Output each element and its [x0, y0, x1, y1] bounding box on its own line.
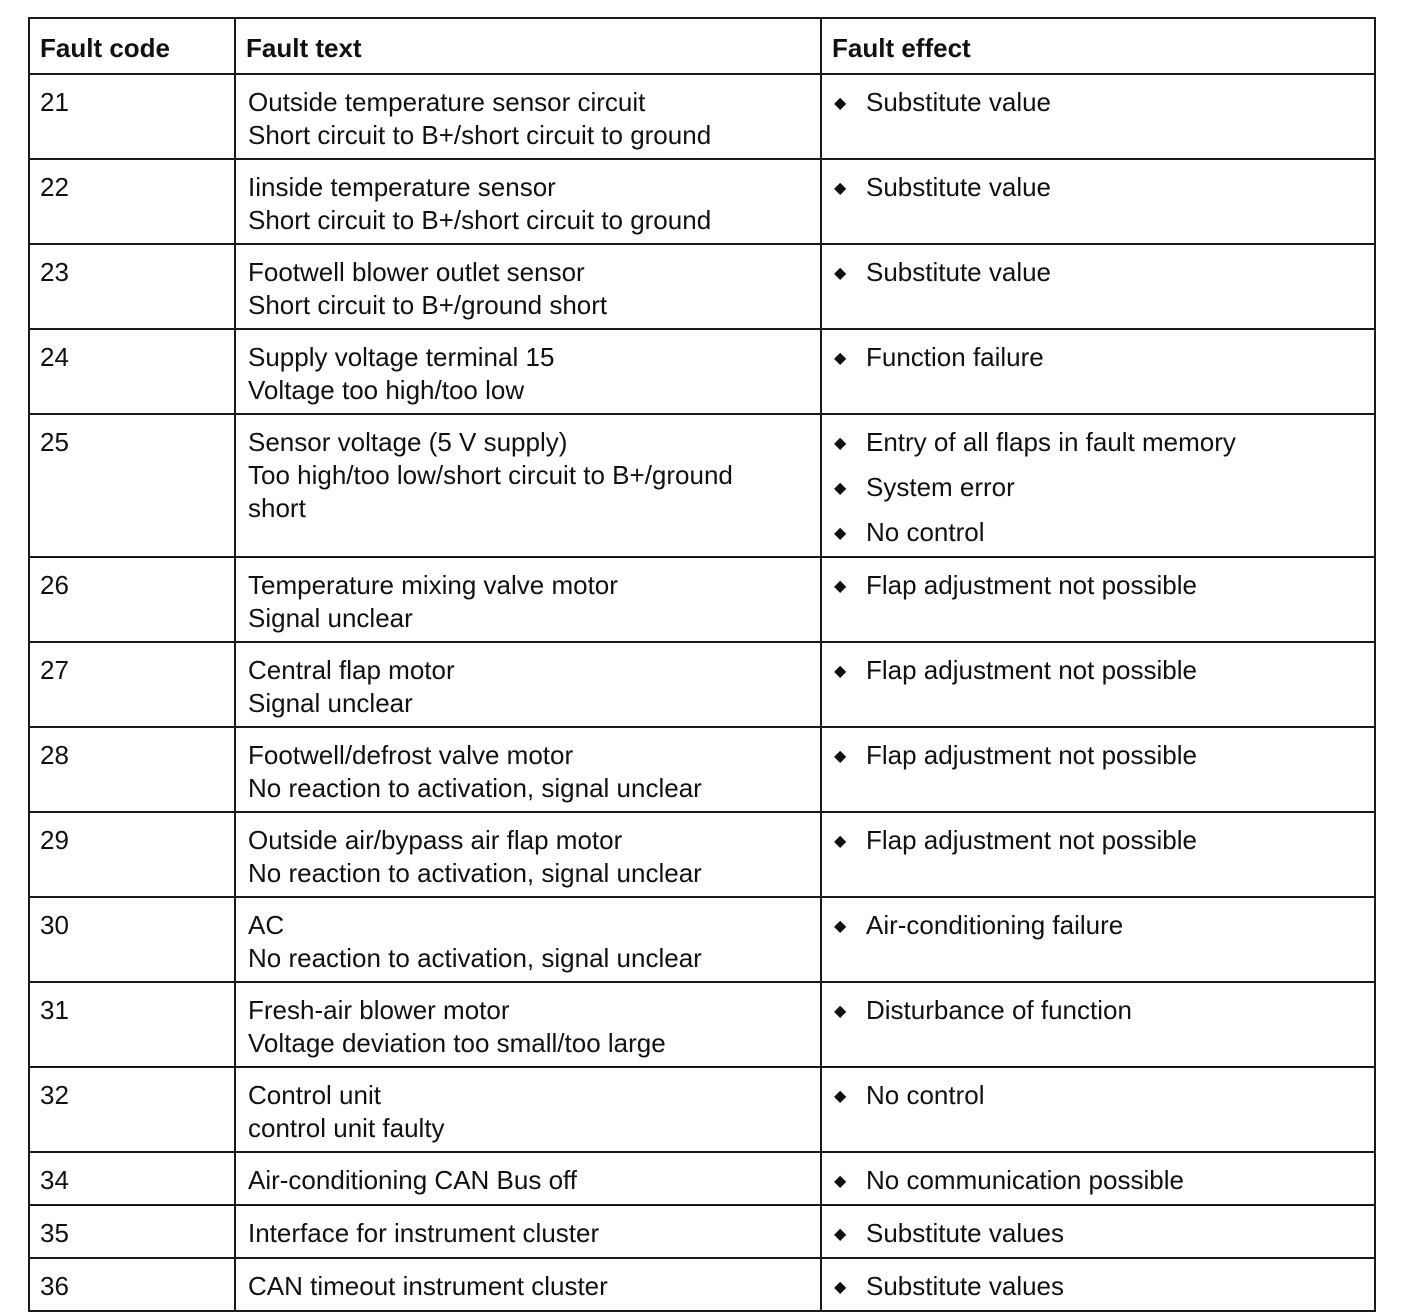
fault-effect-item	[834, 471, 1362, 505]
fault-text-line: Footwell/defrost valve motor	[248, 740, 574, 770]
fault-text-line: Short circuit to B+/short circuit to ground	[248, 120, 712, 150]
fault-text-line: Voltage deviation too small/too large	[248, 1028, 666, 1058]
fault-text-cell	[235, 642, 821, 727]
fault-code-cell: 21	[29, 74, 235, 159]
fault-effect-text: Air-conditioning failure	[866, 910, 1124, 940]
diamond-bullet-icon: ◆	[834, 748, 847, 765]
fault-effect-cell	[821, 812, 1375, 897]
fault-text-cell	[235, 329, 821, 414]
fault-effect-item	[834, 824, 1362, 858]
table-row	[29, 897, 1375, 982]
table-row	[29, 244, 1375, 329]
fault-code-cell: 23	[29, 244, 235, 329]
fault-effect-item	[834, 909, 1362, 943]
fault-text-cell	[235, 1067, 821, 1152]
fault-effect-text: Substitute values	[866, 1218, 1065, 1248]
diamond-bullet-icon: ◆	[834, 1279, 847, 1296]
fault-code-cell: 31	[29, 982, 235, 1067]
table-row	[29, 329, 1375, 414]
fault-effect-text: System error	[866, 472, 1015, 502]
fault-text-line: Too high/too low/short circuit to B+/ground	[248, 460, 733, 490]
fault-effect-cell	[821, 897, 1375, 982]
fault-text-line: No reaction to activation, signal unclear	[248, 773, 702, 803]
fault-code-table	[28, 17, 1376, 1312]
fault-effect-text: Substitute values	[866, 1271, 1065, 1301]
diamond-bullet-icon: ◆	[834, 435, 847, 452]
fault-effect-item	[834, 994, 1362, 1028]
fault-code-cell: 32	[29, 1067, 235, 1152]
table-row	[29, 727, 1375, 812]
fault-effect-cell	[821, 557, 1375, 642]
diamond-bullet-icon: ◆	[834, 578, 847, 595]
table-row	[29, 1258, 1375, 1311]
fault-effect-text: Substitute value	[866, 172, 1052, 202]
table-body	[29, 74, 1375, 1311]
table-row	[29, 1067, 1375, 1152]
table-row	[29, 1205, 1375, 1258]
fault-text-cell	[235, 812, 821, 897]
diamond-bullet-icon: ◆	[834, 833, 847, 850]
fault-text-line: Footwell blower outlet sensor	[248, 257, 585, 287]
fault-code-cell: 22	[29, 159, 235, 244]
fault-effect-cell	[821, 1258, 1375, 1311]
fault-text-cell	[235, 414, 821, 557]
fault-code-cell: 35	[29, 1205, 235, 1258]
table-row	[29, 414, 1375, 557]
fault-text-line: No reaction to activation, signal unclear	[248, 943, 702, 973]
header-fault-effect: Fault effect	[821, 18, 1375, 74]
table-row	[29, 642, 1375, 727]
fault-code-cell: 34	[29, 1152, 235, 1205]
fault-text-line: Temperature mixing valve motor	[248, 570, 618, 600]
fault-text-line: Short circuit to B+/short circuit to ground	[248, 205, 712, 235]
fault-text-line: CAN timeout instrument cluster	[248, 1271, 608, 1301]
fault-text-line: Signal unclear	[248, 603, 413, 633]
diamond-bullet-icon: ◆	[834, 265, 847, 282]
fault-text-line: Central flap motor	[248, 655, 455, 685]
fault-effect-cell	[821, 982, 1375, 1067]
fault-effect-cell	[821, 642, 1375, 727]
fault-text-line: Supply voltage terminal 15	[248, 342, 555, 372]
fault-text-line: Outside air/bypass air flap motor	[248, 825, 623, 855]
diamond-bullet-icon: ◆	[834, 180, 847, 197]
diamond-bullet-icon: ◆	[834, 480, 847, 497]
fault-effect-text: Function failure	[866, 342, 1044, 372]
fault-text-line: Short circuit to B+/ground short	[248, 290, 608, 320]
fault-effect-text: No communication possible	[866, 1165, 1184, 1195]
fault-effect-item	[834, 256, 1362, 290]
table-row	[29, 557, 1375, 642]
fault-effect-item	[834, 654, 1362, 688]
fault-text-cell	[235, 982, 821, 1067]
fault-effect-text: Substitute value	[866, 257, 1052, 287]
fault-code-cell: 24	[29, 329, 235, 414]
fault-effect-cell	[821, 329, 1375, 414]
fault-text-cell	[235, 244, 821, 329]
fault-text-line: Control unit	[248, 1080, 381, 1110]
fault-effect-item	[834, 569, 1362, 603]
table-row	[29, 982, 1375, 1067]
fault-text-cell	[235, 74, 821, 159]
fault-text-line: short	[248, 493, 306, 523]
fault-effect-text: Entry of all flaps in fault memory	[866, 427, 1236, 457]
fault-effect-item	[834, 1270, 1362, 1304]
fault-effect-text: No control	[866, 1080, 985, 1110]
fault-effect-cell	[821, 727, 1375, 812]
table-row	[29, 812, 1375, 897]
fault-code-cell: 27	[29, 642, 235, 727]
fault-text-cell	[235, 1152, 821, 1205]
fault-text-line: AC	[248, 910, 285, 940]
fault-effect-text: Disturbance of function	[866, 995, 1132, 1025]
fault-text-line: Signal unclear	[248, 688, 413, 718]
diamond-bullet-icon: ◆	[834, 1088, 847, 1105]
fault-effect-text: Flap adjustment not possible	[866, 740, 1197, 770]
fault-effect-item	[834, 1164, 1362, 1198]
diamond-bullet-icon: ◆	[834, 95, 847, 112]
diamond-bullet-icon: ◆	[834, 918, 847, 935]
fault-effect-cell	[821, 1205, 1375, 1258]
fault-text-cell	[235, 1258, 821, 1311]
header-row	[29, 18, 1375, 74]
fault-effect-cell	[821, 1067, 1375, 1152]
fault-effect-cell	[821, 1152, 1375, 1205]
fault-effect-text: No control	[866, 517, 985, 547]
fault-text-line: Sensor voltage (5 V supply)	[248, 427, 568, 457]
fault-effect-item	[834, 516, 1362, 550]
diamond-bullet-icon: ◆	[834, 525, 847, 542]
fault-effect-text: Flap adjustment not possible	[866, 655, 1197, 685]
fault-effect-cell	[821, 74, 1375, 159]
fault-effect-cell	[821, 414, 1375, 557]
fault-code-cell: 25	[29, 414, 235, 557]
fault-code-cell: 28	[29, 727, 235, 812]
fault-code-cell: 29	[29, 812, 235, 897]
diamond-bullet-icon: ◆	[834, 1226, 847, 1243]
fault-text-line: Iinside temperature sensor	[248, 172, 556, 202]
fault-text-cell	[235, 897, 821, 982]
fault-effect-item	[834, 1079, 1362, 1113]
fault-code-cell: 26	[29, 557, 235, 642]
fault-text-line: No reaction to activation, signal unclear	[248, 858, 702, 888]
fault-code-cell: 30	[29, 897, 235, 982]
fault-text-line: control unit faulty	[248, 1113, 445, 1143]
table-row	[29, 159, 1375, 244]
header-fault-code: Fault code	[29, 18, 235, 74]
fault-code-cell: 36	[29, 1258, 235, 1311]
table-row	[29, 1152, 1375, 1205]
fault-effect-text: Substitute value	[866, 87, 1052, 117]
fault-text-line: Fresh-air blower motor	[248, 995, 510, 1025]
fault-effect-cell	[821, 244, 1375, 329]
fault-text-cell	[235, 727, 821, 812]
table-row	[29, 74, 1375, 159]
diamond-bullet-icon: ◆	[834, 663, 847, 680]
fault-effect-text: Flap adjustment not possible	[866, 825, 1197, 855]
fault-effect-cell	[821, 159, 1375, 244]
header-fault-text: Fault text	[235, 18, 821, 74]
fault-text-line: Outside temperature sensor circuit	[248, 87, 646, 117]
diamond-bullet-icon: ◆	[834, 350, 847, 367]
diamond-bullet-icon: ◆	[834, 1003, 847, 1020]
fault-text-line: Interface for instrument cluster	[248, 1218, 600, 1248]
fault-effect-text: Flap adjustment not possible	[866, 570, 1197, 600]
fault-text-cell	[235, 557, 821, 642]
fault-effect-item	[834, 86, 1362, 120]
fault-text-cell	[235, 1205, 821, 1258]
diamond-bullet-icon: ◆	[834, 1173, 847, 1190]
fault-effect-item	[834, 341, 1362, 375]
fault-effect-item	[834, 171, 1362, 205]
fault-effect-item	[834, 1217, 1362, 1251]
fault-effect-item	[834, 739, 1362, 773]
fault-text-line: Air-conditioning CAN Bus off	[248, 1165, 578, 1195]
fault-text-cell	[235, 159, 821, 244]
fault-text-line: Voltage too high/too low	[248, 375, 525, 405]
fault-effect-item	[834, 426, 1362, 460]
